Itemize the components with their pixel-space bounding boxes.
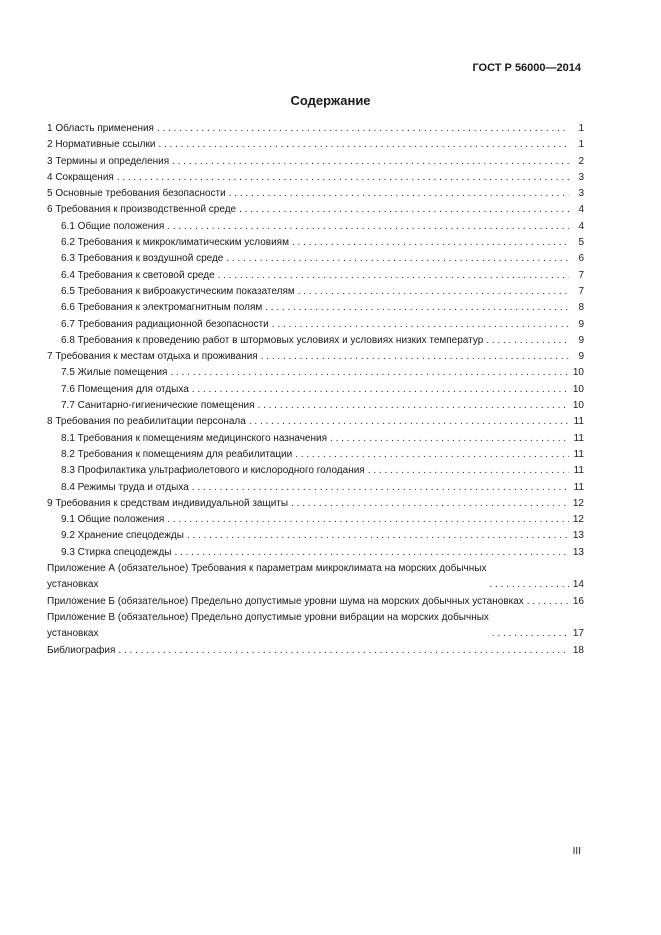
toc-entry[interactable]: [47, 251, 584, 267]
toc-entry-title: 8.3 Профилактика ультрафиолетового и кислородного голодания: [61, 465, 365, 477]
toc-entry-page: 10: [572, 383, 584, 395]
toc-leader-dots: [192, 382, 569, 398]
toc-entry-title: Приложение В (обязательное) Предельно допустимые уровни вибрации на морских добычных установках: [47, 611, 489, 640]
toc-leader-dots: [226, 251, 569, 267]
toc-leader-dots: [292, 235, 569, 251]
toc-leader-dots: [167, 219, 569, 235]
toc-entry-page: 12: [572, 514, 584, 526]
toc-entry-title: 6.6 Требования к электромагнитным полям: [61, 302, 263, 314]
toc-entry-page: 11: [573, 416, 584, 428]
toc-entry-page: 9: [578, 351, 584, 363]
toc-entry[interactable]: [47, 398, 584, 414]
toc-entry[interactable]: [47, 121, 584, 137]
toc-leader-dots: [298, 284, 569, 300]
toc-entry-page: 11: [573, 432, 584, 444]
toc-entry[interactable]: [47, 349, 584, 365]
toc-leader-dots: [330, 431, 569, 447]
toc-entry[interactable]: [47, 480, 584, 496]
toc-entry[interactable]: [47, 170, 584, 186]
toc-leader-dots: [272, 317, 569, 333]
toc-entry-title: 9.2 Хранение спецодежды: [61, 530, 184, 542]
toc-entry-title: 6.4 Требования к световой среде: [61, 269, 215, 281]
toc-entry-title: 8.4 Режимы труда и отдыха: [61, 481, 189, 493]
page-title: Содержание: [290, 93, 371, 108]
toc-entry-page: 14: [572, 579, 584, 591]
toc-entry[interactable]: [47, 284, 584, 300]
toc-entry-page: 7: [578, 285, 584, 297]
toc-entry-page: 12: [572, 497, 584, 509]
toc-entry-title: 7.7 Санитарно-гигиенические помещения: [61, 400, 255, 412]
toc-entry[interactable]: [47, 235, 584, 251]
toc-entry-title: 8.1 Требования к помещениям медицинского назначения: [61, 432, 328, 444]
toc-entry[interactable]: [47, 300, 584, 316]
toc-entry[interactable]: [47, 463, 584, 479]
toc-leader-dots: [218, 268, 569, 284]
toc-entry-page: 4: [578, 220, 584, 232]
toc-leader-dots: [167, 512, 569, 528]
toc-entry-title: 8 Требования по реабилитации персонала: [47, 416, 246, 428]
toc-entry[interactable]: [47, 382, 584, 398]
toc-entry-title: Библиография: [47, 644, 116, 656]
toc-entry-page: 1: [578, 123, 584, 134]
toc-entry[interactable]: [47, 447, 584, 463]
toc-entry-page: 16: [572, 595, 584, 607]
toc-entry-title: Приложение Б (обязательное) Предельно допустимые уровни шума на морских добычных установках: [47, 595, 524, 607]
toc-leader-dots: [527, 594, 569, 610]
toc-leader-dots: [492, 626, 569, 642]
toc-entry-page: 1: [578, 139, 584, 151]
toc-leader-dots: [118, 643, 569, 659]
toc-leader-dots: [258, 398, 569, 414]
toc-leader-dots: [489, 577, 569, 593]
toc-entry-page: 18: [572, 644, 584, 656]
toc-entry-page: 10: [572, 400, 584, 412]
toc-leader-dots: [291, 496, 569, 512]
toc-entry-title: 1 Область применения: [47, 123, 154, 134]
toc-leader-dots: [158, 137, 569, 153]
toc-leader-dots: [295, 447, 569, 463]
toc-entry-page: 11: [573, 465, 584, 477]
toc-entry[interactable]: [47, 512, 584, 528]
toc-entry-title: 7 Требования к местам отдыха и проживания: [47, 351, 258, 363]
toc-entry-title: 8.2 Требования к помещениям для реабилитации: [61, 448, 293, 460]
toc-entry[interactable]: [47, 545, 584, 561]
toc-leader-dots: [172, 154, 569, 170]
toc-entry-page: 3: [578, 171, 584, 183]
toc-entry-title: 7.6 Помещения для отдыха: [61, 383, 189, 395]
toc-leader-dots: [175, 545, 570, 561]
toc-entry[interactable]: [47, 496, 584, 512]
toc-entry-title: 7.5 Жилые помещения: [61, 367, 168, 379]
toc-leader-dots: [187, 528, 569, 544]
toc-entry[interactable]: [47, 186, 584, 202]
toc-entry-title: 6.2 Требования к микроклиматическим условиям: [61, 237, 289, 249]
toc-leader-dots: [368, 463, 569, 479]
toc-leader-dots: [265, 300, 569, 316]
toc-entry-page: 9: [578, 318, 584, 330]
toc-entry-page: 5: [578, 237, 584, 249]
toc-entry[interactable]: [47, 137, 584, 153]
toc-entry-title: 6.1 Общие положения: [61, 220, 165, 232]
toc-entry[interactable]: [47, 414, 584, 430]
toc-leader-dots: [157, 121, 569, 137]
toc-entry-title: Приложение А (обязательное) Требования к параметрам микроклимата на морских добычных установках: [47, 563, 487, 591]
toc-entry-title: 4 Сокращения: [47, 171, 114, 183]
toc-entry-page: 13: [572, 546, 584, 558]
toc-leader-dots: [192, 480, 569, 496]
toc-entry-page: 6: [578, 253, 584, 265]
toc-leader-dots: [229, 186, 569, 202]
toc-entry-page: 2: [578, 155, 584, 167]
toc-entry-title: 9 Требования к средствам индивидуальной защиты: [47, 497, 289, 509]
toc-entry-page: 3: [578, 188, 584, 200]
toc-entry-page: 10: [572, 367, 584, 379]
toc-entry-page: 13: [572, 530, 584, 542]
toc-entry[interactable]: [47, 431, 584, 447]
toc-leader-dots: [486, 333, 569, 349]
toc-entry-title: 9.1 Общие положения: [61, 514, 165, 526]
toc-entry[interactable]: [47, 202, 584, 218]
toc-entry-title: 6.8 Требования к проведению работ в штормовых условиях и условиях низких температур: [61, 334, 484, 346]
toc-entry[interactable]: [47, 594, 584, 610]
toc-leader-dots: [249, 414, 569, 430]
toc-entry-title: 6.5 Требования к виброакустическим показателям: [61, 285, 295, 297]
toc-entry[interactable]: [47, 154, 584, 170]
toc-entry[interactable]: [47, 219, 584, 235]
toc-entry[interactable]: [47, 643, 584, 659]
toc-entry[interactable]: [47, 561, 584, 594]
toc-leader-dots: [261, 349, 569, 365]
toc-entry[interactable]: [47, 365, 584, 381]
toc-leader-dots: [170, 365, 569, 381]
toc-entry-title: 9.3 Стирка спецодежды: [61, 546, 172, 558]
toc-entry[interactable]: [47, 333, 584, 349]
toc-entry-title: 6.7 Требования радиационной безопасности: [61, 318, 269, 330]
document-code: ГОСТ Р 56000—2014: [472, 62, 581, 74]
page-number: III: [572, 846, 581, 857]
toc-entry[interactable]: [47, 268, 584, 284]
toc-entry-page: 8: [578, 302, 584, 314]
toc-entry-title: 6.3 Требования к воздушной среде: [61, 253, 224, 265]
toc-entry[interactable]: [47, 317, 584, 333]
toc-entry[interactable]: [47, 528, 584, 544]
toc-entry-page: 7: [578, 269, 584, 281]
toc-entry-page: 17: [572, 628, 584, 640]
toc-entry-title: 5 Основные требования безопасности: [47, 188, 226, 200]
toc-entry-title: 3 Термины и определения: [47, 155, 170, 167]
toc-leader-dots: [117, 170, 569, 186]
toc-entry-page: 4: [578, 204, 584, 216]
toc-entry[interactable]: [47, 610, 584, 643]
toc-entry-page: 11: [573, 448, 584, 460]
table-of-contents: [47, 121, 584, 659]
toc-entry-page: 11: [573, 481, 584, 493]
toc-entry-title: 2 Нормативные ссылки: [47, 139, 156, 151]
toc-entry-title: 6 Требования к производственной среде: [47, 204, 237, 216]
toc-entry-page: 9: [578, 334, 584, 346]
toc-leader-dots: [239, 202, 569, 218]
